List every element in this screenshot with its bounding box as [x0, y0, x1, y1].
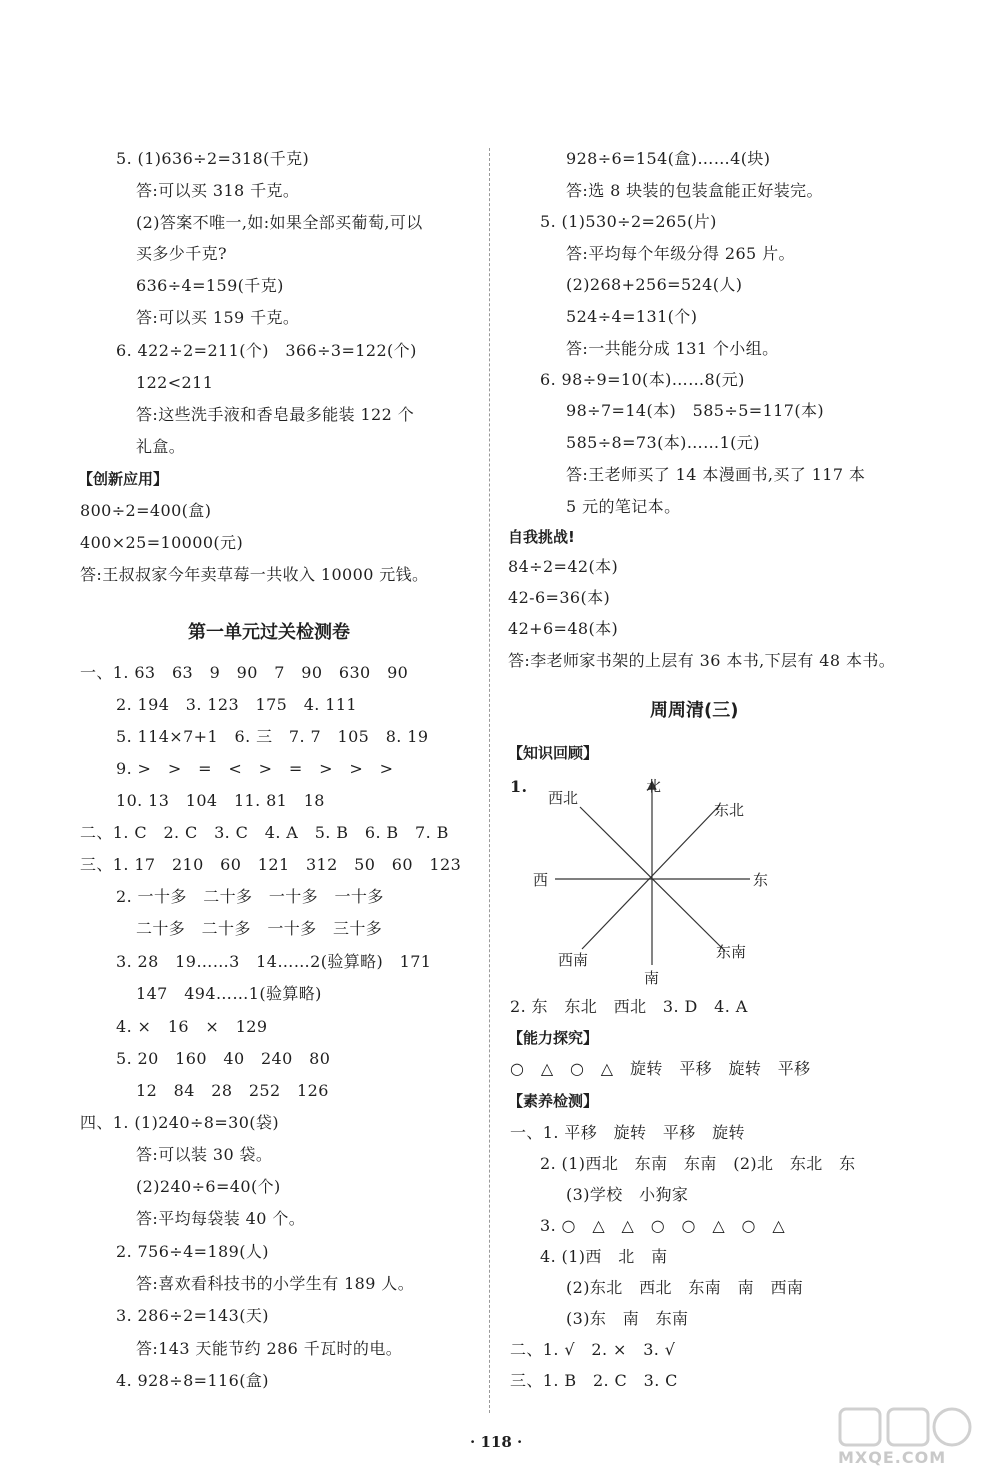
answer-line: 122<211: [136, 373, 214, 392]
page-number: · 118 ·: [470, 1433, 523, 1451]
label-west: 西: [533, 871, 549, 889]
answer-line: 5. 20 160 40 240 80: [116, 1049, 331, 1068]
answer-line: 5. (1)530÷2=265(片): [540, 212, 717, 231]
label-south: 南: [644, 969, 660, 987]
answer-line: 98÷7=14(本) 585÷5=117(本): [566, 401, 825, 420]
section-ability: 【能力探究】: [508, 1029, 599, 1047]
answer-line: 4. (1)西 北 南: [540, 1247, 668, 1266]
answer-line: 答:李老师家书架的上层有 36 本书,下层有 48 本书。: [508, 651, 896, 670]
label-northeast: 东北: [714, 801, 745, 819]
answer-line: 答:王叔叔家今年卖草莓一共收入 10000 元钱。: [80, 565, 429, 584]
answer-line: 答:平均每袋装 40 个。: [136, 1209, 306, 1228]
answer-line: 答:王老师买了 14 本漫画书,买了 117 本: [566, 465, 866, 484]
compass-diagram: [530, 775, 780, 990]
answer-line: 三、1. 17 210 60 121 312 50 60 123: [80, 855, 462, 874]
answer-line: 42+6=48(本): [508, 619, 619, 638]
answer-line: 42-6=36(本): [508, 588, 611, 607]
label-northwest: 西北: [548, 789, 579, 807]
answer-line: 答:这些洗手液和香皂最多能装 122 个: [136, 405, 415, 424]
answer-line: 二、1. C 2. C 3. C 4. A 5. B 6. B 7. B: [80, 823, 449, 842]
answer-line: 答:可以买 159 千克。: [136, 308, 300, 327]
answer-line: 答:一共能分成 131 个小组。: [566, 339, 779, 358]
answer-line: 928÷6=154(盒)……4(块): [566, 149, 771, 168]
column-divider: [489, 148, 490, 1413]
answer-line: 6. 422÷2=211(个) 366÷3=122(个): [116, 341, 417, 360]
answer-line: 2. 东 东北 西北 3. D 4. A: [510, 997, 748, 1016]
answer-line: (2)268+256=524(人): [566, 275, 743, 294]
answer-line: 400×25=10000(元): [80, 533, 244, 552]
answer-line: 2. 756÷4=189(人): [116, 1242, 269, 1261]
watermark-text: MXQE.COM: [838, 1448, 947, 1467]
answer-line: 2. (1)西北 东南 东南 (2)北 东北 东: [540, 1154, 856, 1173]
answer-line: 4. × 16 × 129: [116, 1017, 268, 1036]
section-review: 【知识回顾】: [508, 744, 599, 762]
answer-line: 84÷2=42(本): [508, 557, 619, 576]
section-literacy: 【素养检测】: [508, 1092, 599, 1110]
answer-line: 3. ○ △ △ ○ ○ △ ○ △: [540, 1216, 786, 1235]
answer-line: 800÷2=400(盒): [80, 501, 212, 520]
answer-line: 答:选 8 块装的包装盒能正好装完。: [566, 181, 823, 200]
answer-line: 礼盒。: [136, 437, 186, 456]
answer-line: 三、1. B 2. C 3. C: [510, 1371, 678, 1390]
answer-line: 3. 286÷2=143(天): [116, 1306, 269, 1325]
weekly-title: 周周清(三): [650, 700, 739, 721]
answer-line: 5. (1)636÷2=318(千克): [116, 149, 310, 168]
answer-line: 答:喜欢看科技书的小学生有 189 人。: [136, 1274, 415, 1293]
question-label: 1.: [510, 777, 528, 796]
answer-line: 147 494……1(验算略): [136, 984, 322, 1003]
answer-line: 二十多 二十多 一十多 三十多: [136, 919, 383, 938]
answer-line: (3)学校 小狗家: [566, 1185, 689, 1204]
label-east: 东: [753, 871, 769, 889]
answer-line: 4. 928÷8=116(盒): [116, 1371, 269, 1390]
answer-line: 一、1. 平移 旋转 平移 旋转: [510, 1123, 745, 1142]
answer-line: 答:143 天能节约 286 千瓦时的电。: [136, 1339, 403, 1358]
answer-line: 一、1. 63 63 9 90 7 90 630 90: [80, 663, 409, 682]
answer-line: ○ △ ○ △ 旋转 平移 旋转 平移: [510, 1059, 811, 1078]
answer-line: 答:可以买 318 千克。: [136, 181, 300, 200]
label-north: 北: [646, 777, 662, 795]
answer-line: 9. > > = < > = > > >: [116, 759, 394, 778]
answer-line: (2)东北 西北 东南 南 西南: [566, 1278, 804, 1297]
label-southeast: 东南: [716, 943, 747, 961]
answer-line: 四、1. (1)240÷8=30(袋): [80, 1113, 279, 1132]
answer-line: 买多少千克?: [136, 244, 227, 263]
section-innovation: 【创新应用】: [78, 470, 169, 488]
answer-line: 524÷4=131(个): [566, 307, 698, 326]
answer-line: 12 84 28 252 126: [136, 1081, 329, 1100]
answer-line: 6. 98÷9=10(本)……8(元): [540, 370, 745, 389]
answer-line: 答:平均每个年级分得 265 片。: [566, 244, 795, 263]
answer-line: 5. 114×7+1 6. 三 7. 7 105 8. 19: [116, 727, 429, 746]
answer-line: 585÷8=73(本)……1(元): [566, 433, 760, 452]
ne-sw-axis: [582, 805, 720, 949]
answer-line: (2)答案不唯一,如:如果全部买葡萄,可以: [136, 213, 423, 232]
answer-line: 答:可以装 30 袋。: [136, 1145, 273, 1164]
challenge-title: 自我挑战!: [508, 528, 575, 546]
answer-line: (3)东 南 东南: [566, 1309, 689, 1328]
answer-line: 636÷4=159(千克): [136, 276, 284, 295]
answer-line: 5 元的笔记本。: [566, 497, 681, 516]
label-southwest: 西南: [558, 951, 589, 969]
answer-line: (2)240÷6=40(个): [136, 1177, 281, 1196]
answer-line: 3. 28 19……3 14……2(验算略) 171: [116, 952, 432, 971]
answer-line: 2. 194 3. 123 175 4. 111: [116, 695, 357, 714]
answer-line: 二、1. √ 2. × 3. √: [510, 1340, 676, 1359]
unit-test-title: 第一单元过关检测卷: [188, 622, 350, 643]
answer-line: 2. 一十多 二十多 一十多 一十多: [116, 887, 384, 906]
answer-line: 10. 13 104 11. 81 18: [116, 791, 325, 810]
